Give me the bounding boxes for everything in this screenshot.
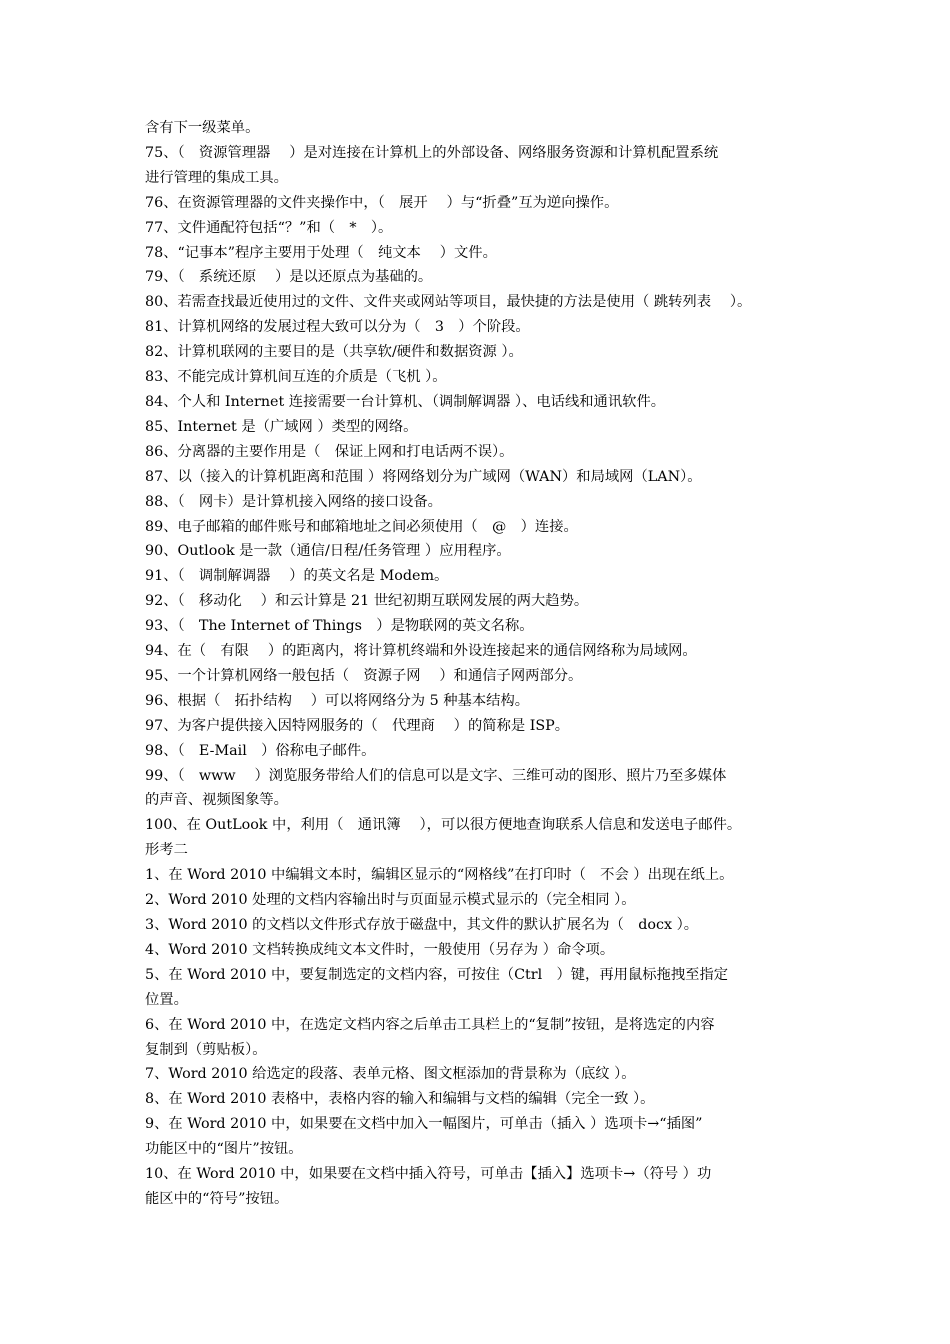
text-line: 76、在资源管理器的文件夹操作中，（ 展开 ）与“折叠”互为逆向操作。 bbox=[145, 194, 619, 211]
text-line: 79、（ 系统还原 ）是以还原点为基础的。 bbox=[145, 269, 433, 286]
text-line: 90、Outlook 是一款（通信/日程/任务管理 ）应用程序。 bbox=[145, 543, 511, 560]
text-line: 84、个人和 Internet 连接需要一台计算机、（调制解调器 ）、电话线和通讯软件。 bbox=[145, 393, 666, 410]
text-line: 4、Word 2010 文档转换成纯文本文件时，一般使用（另存为 ）命令项。 bbox=[145, 941, 615, 958]
text-line: 81、计算机网络的发展过程大致可以分为（ 3 ）个阶段。 bbox=[145, 319, 530, 336]
text-line: 复制到（剪贴板）。 bbox=[145, 1041, 267, 1058]
text-line: 86、分离器的主要作用是（ 保证上网和打电话两不误）。 bbox=[145, 443, 514, 460]
text-line: 88、（ 网卡）是计算机接入网络的接口设备。 bbox=[145, 493, 442, 510]
text-line: 5、在 Word 2010 中，要复制选定的文档内容，可按住（Ctrl ）键，再用鼠标拖拽至指定 bbox=[145, 966, 729, 983]
text-line: 96、根据（ 拓扑结构 ）可以将网络分为 5 种基本结构。 bbox=[145, 692, 530, 709]
text-line: 7、Word 2010 给选定的段落、表单元格、图文框添加的背景称为（底纹 ）。 bbox=[145, 1066, 636, 1083]
text-line: 9、在 Word 2010 中，如果要在文档中加入一幅图片，可单击（插入 ）选项卡→“插图” bbox=[145, 1116, 703, 1133]
document-page bbox=[145, 116, 813, 1212]
section-heading: 形考二 bbox=[145, 842, 188, 859]
text-line: 85、Internet 是（广域网 ）类型的网络。 bbox=[145, 418, 418, 435]
text-line: 92、（ 移动化 ）和云计算是 21 世纪初期互联网发展的两大趋势。 bbox=[145, 593, 589, 610]
text-line: 1、在 Word 2010 中编辑文本时，编辑区显示的“网格线”在打印时（ 不会 ）出现在纸上。 bbox=[145, 867, 734, 884]
text-line: 98、（ E-Mail ）俗称电子邮件。 bbox=[145, 742, 376, 759]
text-line: 进行管理的集成工具。 bbox=[145, 169, 288, 186]
text-line: 8、在 Word 2010 表格中，表格内容的输入和编辑与文档的编辑（完全一致 ）。 bbox=[145, 1091, 655, 1108]
text-line: 功能区中的“图片”按钮。 bbox=[145, 1141, 303, 1158]
text-line: 94、在（ 有限 ）的距离内，将计算机终端和外设连接起来的通信网络称为局域网。 bbox=[145, 643, 697, 660]
text-line: 83、不能完成计算机间互连的介质是（飞机 ）。 bbox=[145, 369, 447, 386]
text-line: 10、在 Word 2010 中，如果要在文档中插入符号，可单击【插入】选项卡→（符号 ）功 bbox=[145, 1166, 712, 1183]
text-line: 的声音、视频图象等。 bbox=[145, 792, 288, 809]
text-line: 97、为客户提供接入因特网服务的（ 代理商 ）的简称是 ISP。 bbox=[145, 717, 570, 734]
text-line: 95、一个计算机网络一般包括（ 资源子网 ）和通信子网两部分。 bbox=[145, 667, 583, 684]
text-line: 100、在 OutLook 中，利用（ 通讯簿 ），可以很方便地查询联系人信息和发送电子邮件。 bbox=[145, 817, 742, 834]
text-line: 77、文件通配符包括“？”和（ * ）。 bbox=[145, 219, 393, 236]
text-line: 2、Word 2010 处理的文档内容输出时与页面显示模式显示的（完全相同 ）。 bbox=[145, 892, 636, 909]
text-line: 93、（ The Internet of Things ）是物联网的英文名称。 bbox=[145, 618, 534, 635]
text-line: 位置。 bbox=[145, 991, 188, 1008]
text-line: 75、（ 资源管理器 ）是对连接在计算机上的外部设备、网络服务资源和计算机配置系统 bbox=[145, 144, 719, 161]
text-line: 3、Word 2010 的文档以文件形式存放于磁盘中，其文件的默认扩展名为（ docx ）。 bbox=[145, 917, 699, 933]
text-line: 6、在 Word 2010 中，在选定文档内容之后单击工具栏上的“复制”按钮，是将选定的内容 bbox=[145, 1016, 715, 1033]
text-line: 能区中的“符号”按钮。 bbox=[145, 1190, 289, 1207]
text-line: 78、“记事本”程序主要用于处理（ 纯文本 ）文件。 bbox=[145, 244, 497, 261]
text-line: 含有下一级菜单。 bbox=[145, 120, 260, 136]
text-line: 82、计算机联网的主要目的是（共享软/硬件和数据资源 ）。 bbox=[145, 344, 523, 361]
text-line: 89、电子邮箱的邮件账号和邮箱地址之间必须使用（ @ ）连接。 bbox=[145, 518, 578, 535]
text-line: 91、（ 调制解调器 ）的英文名是 Modem。 bbox=[145, 568, 449, 585]
text-line: 87、以（接入的计算机距离和范围 ）将网络划分为广域网（WAN）和局域网（LAN）。 bbox=[145, 468, 702, 485]
text-line: 80、若需查找最近使用过的文件、文件夹或网站等项目，最快捷的方法是使用（ 跳转列表 ）。 bbox=[145, 294, 752, 311]
text-line: 99、（ www ）浏览服务带给人们的信息可以是文字、三维可动的图形、照片乃至多媒体 bbox=[145, 767, 727, 784]
